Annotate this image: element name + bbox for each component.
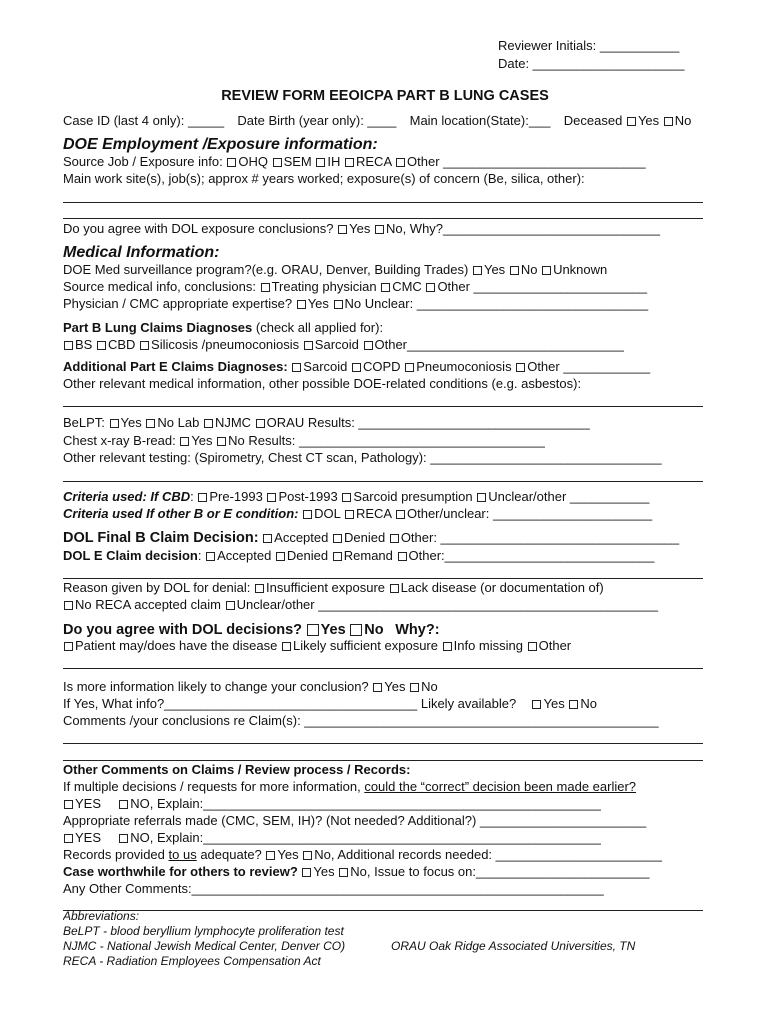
criteria-unclear-field[interactable]: Unclear/other ___________ bbox=[488, 489, 650, 504]
doe-section-heading: DOE Employment /Exposure information: bbox=[63, 136, 378, 153]
if-yes-line bbox=[63, 696, 708, 712]
cbd-label: CBD bbox=[107, 337, 136, 352]
surveillance-yes-label: Yes bbox=[483, 262, 506, 277]
pre-1993-label: Pre-1993 bbox=[209, 489, 263, 504]
final-b-decision-label: DOL Final B Claim Decision: bbox=[63, 530, 259, 546]
criteria-other-unclear-field[interactable]: Other/unclear: ______________________ bbox=[407, 506, 653, 521]
denial-reason-line-2 bbox=[63, 597, 708, 613]
decision-blank-line[interactable] bbox=[63, 578, 703, 579]
info-missing-checkbox[interactable] bbox=[443, 642, 452, 651]
ohq-checkbox[interactable] bbox=[227, 158, 236, 167]
agree-dol-line bbox=[63, 621, 708, 639]
comments-line-2[interactable] bbox=[63, 760, 703, 761]
physician-no-label: No bbox=[344, 296, 362, 311]
main-work-site-label: Main work site(s), job(s); approx # years worked; exposure(s) of concern (Be, silica, other): bbox=[63, 171, 585, 186]
chest-xray-line bbox=[63, 433, 708, 449]
chest-xray-label: Chest x-ray B-read: bbox=[63, 433, 176, 448]
referrals-no-checkbox[interactable] bbox=[119, 834, 128, 843]
agree-exposure-no-checkbox[interactable] bbox=[375, 225, 384, 234]
pre-1993-checkbox[interactable] bbox=[198, 493, 207, 502]
e-other-field[interactable]: Other:_____________________________ bbox=[408, 548, 655, 563]
pneumoconiosis-label: Pneumoconiosis bbox=[416, 359, 512, 374]
silicosis-checkbox[interactable] bbox=[140, 341, 149, 350]
post-1993-checkbox[interactable] bbox=[267, 493, 276, 502]
belpt-line bbox=[63, 415, 708, 431]
surveillance-no-label: No bbox=[520, 262, 538, 277]
any-other-comments-field[interactable]: Any Other Comments:_________________________________________________________ bbox=[63, 881, 604, 896]
agree-exposure-label: Do you agree with DOL exposure conclusions? bbox=[63, 221, 334, 236]
other-e-dx-checkbox[interactable] bbox=[516, 363, 525, 372]
multiple-yes-label: YES bbox=[75, 796, 102, 811]
source-job-line bbox=[63, 154, 708, 170]
multiple-decisions-line bbox=[63, 779, 708, 795]
belpt-yes-label: Yes bbox=[120, 415, 142, 430]
other-medical-source-checkbox[interactable] bbox=[426, 283, 435, 292]
b-denied-checkbox[interactable] bbox=[333, 534, 342, 543]
denial-reason-label: Reason given by DOL for denial: bbox=[63, 580, 251, 595]
sem-checkbox[interactable] bbox=[273, 158, 282, 167]
agree-other-checkbox[interactable] bbox=[528, 642, 537, 651]
other-source-label[interactable]: Other ____________________________ bbox=[407, 154, 646, 169]
criteria-unclear-checkbox[interactable] bbox=[477, 493, 486, 502]
pneumoconiosis-checkbox[interactable] bbox=[405, 363, 414, 372]
deceased-no-label: No bbox=[674, 113, 692, 128]
sarcoid-b-checkbox[interactable] bbox=[304, 341, 313, 350]
e-remand-checkbox[interactable] bbox=[333, 552, 342, 561]
physician-yes-checkbox[interactable] bbox=[297, 300, 306, 309]
worthwhile-label: Case worthwhile for others to review? bbox=[63, 864, 298, 879]
comments-line-1[interactable] bbox=[63, 743, 703, 744]
b-accepted-label: Accepted bbox=[274, 530, 329, 545]
criteria-dol-label: DOL bbox=[314, 506, 341, 521]
orau-results-field[interactable]: ORAU Results: ________________________________ bbox=[266, 415, 590, 430]
available-no-label: No bbox=[580, 696, 597, 711]
ih-label: IH bbox=[327, 154, 341, 169]
case-info-line bbox=[63, 113, 708, 129]
criteria-other-label: Criteria used If other B or E condition: bbox=[63, 506, 299, 521]
case-id-field[interactable]: Case ID (last 4 only): _____ bbox=[63, 113, 225, 128]
no-reca-checkbox[interactable] bbox=[64, 601, 73, 610]
b-other-checkbox[interactable] bbox=[390, 534, 399, 543]
partb-options-line bbox=[63, 337, 708, 353]
available-no-checkbox[interactable] bbox=[569, 700, 578, 709]
records-line bbox=[63, 847, 708, 863]
partb-diagnoses-label: Part B Lung Claims Diagnoses bbox=[63, 320, 253, 335]
no-reca-label: No RECA accepted claim bbox=[75, 597, 221, 612]
other-e-dx-label[interactable]: Other ____________ bbox=[527, 359, 651, 374]
patient-disease-checkbox[interactable] bbox=[64, 642, 73, 651]
surveillance-unknown-checkbox[interactable] bbox=[542, 266, 551, 275]
agree-dol-options-line bbox=[63, 638, 708, 654]
source-medical-line bbox=[63, 279, 708, 295]
belpt-no-checkbox[interactable] bbox=[146, 419, 155, 428]
multiple-decisions-label: If multiple decisions / requests for more information, bbox=[63, 779, 361, 794]
xray-yes-label: Yes bbox=[191, 433, 213, 448]
deceased-yes-checkbox[interactable] bbox=[627, 117, 636, 126]
correct-decision-question: could the “correct” decision been made earlier? bbox=[364, 779, 637, 794]
agree-dol-yes-label: Yes bbox=[320, 622, 346, 638]
likely-exposure-checkbox[interactable] bbox=[282, 642, 291, 651]
sarcoid-presumption-checkbox[interactable] bbox=[342, 493, 351, 502]
agree-exposure-yes-checkbox[interactable] bbox=[338, 225, 347, 234]
agree-exposure-no-label[interactable]: No, Why?______________________________ bbox=[385, 221, 660, 236]
more-info-no-label: No bbox=[421, 679, 438, 694]
copd-label: COPD bbox=[363, 359, 401, 374]
form-title: REVIEW FORM EEOICPA PART B LUNG CASES bbox=[221, 88, 549, 104]
physician-expertise-label: Physician / CMC appropriate expertise? bbox=[63, 296, 293, 311]
worthwhile-issue-field[interactable]: No, Issue to focus on:________________________ bbox=[350, 864, 650, 879]
available-yes-label: Yes bbox=[543, 696, 565, 711]
referrals-yes-checkbox[interactable] bbox=[64, 834, 73, 843]
med-surveillance-label: DOE Med surveillance program?(e.g. ORAU, Denver, Building Trades) bbox=[63, 262, 469, 277]
cmc-label: CMC bbox=[392, 279, 422, 294]
bs-label: BS bbox=[75, 337, 93, 352]
sarcoid-e-checkbox[interactable] bbox=[292, 363, 301, 372]
abbrev-reca: RECA - Radiation Employees Compensation Act bbox=[63, 954, 321, 968]
more-info-no-checkbox[interactable] bbox=[410, 683, 419, 692]
other-medical-source-label[interactable]: Other ________________________ bbox=[437, 279, 648, 294]
e-accepted-label: Accepted bbox=[217, 548, 272, 563]
silicosis-label: Silicosis /pneumoconiosis bbox=[151, 337, 300, 352]
belpt-no-label: No Lab bbox=[157, 415, 200, 430]
criteria-other-line bbox=[63, 506, 708, 522]
agree-dol-blank-line[interactable] bbox=[63, 668, 703, 669]
criteria-cbd-label: Criteria used: If CBD bbox=[63, 489, 191, 504]
reason-unclear-checkbox[interactable] bbox=[226, 601, 235, 610]
criteria-reca-checkbox[interactable] bbox=[345, 510, 354, 519]
med-surveillance-line bbox=[63, 262, 708, 278]
records-yes-checkbox[interactable] bbox=[266, 851, 275, 860]
reca-checkbox[interactable] bbox=[345, 158, 354, 167]
abbrev-njmc: NJMC - National Jewish Medical Center, Denver CO) bbox=[63, 939, 346, 953]
referrals-field[interactable]: Appropriate referrals made (CMC, SEM, IH)? (Not needed? Additional?) _______________________ bbox=[63, 813, 647, 828]
criteria-other-unclear-checkbox[interactable] bbox=[396, 510, 405, 519]
multiple-explain-field[interactable]: NO, Explain:_______________________________________________________ bbox=[130, 796, 601, 811]
reca-label: RECA bbox=[356, 154, 392, 169]
more-info-yes-checkbox[interactable] bbox=[373, 683, 382, 692]
e-remand-label: Remand bbox=[343, 548, 393, 563]
b-accepted-checkbox[interactable] bbox=[263, 534, 272, 543]
criteria-dol-checkbox[interactable] bbox=[303, 510, 312, 519]
other-comments-heading: Other Comments on Claims / Review process / Records: bbox=[63, 762, 411, 777]
sarcoid-e-label: Sarcoid bbox=[303, 359, 348, 374]
physician-expertise-line bbox=[63, 296, 708, 312]
other-testing-line[interactable] bbox=[63, 481, 703, 482]
date-label: Date: _____________________ bbox=[498, 56, 685, 71]
belpt-yes-checkbox[interactable] bbox=[110, 419, 119, 428]
partb-diagnoses-note: (check all applied for): bbox=[255, 320, 384, 335]
info-missing-label: Info missing bbox=[453, 638, 523, 653]
ohq-label: OHQ bbox=[238, 154, 268, 169]
more-info-question: Is more information likely to change your conclusion? bbox=[63, 679, 369, 694]
post-1993-label: Post-1993 bbox=[278, 489, 338, 504]
b-denied-label: Denied bbox=[343, 530, 386, 545]
reason-unclear-field[interactable]: Unclear/other _______________________________________________ bbox=[236, 597, 659, 612]
more-info-yes-label: Yes bbox=[384, 679, 406, 694]
referrals-explain-field[interactable]: NO, Explain:_______________________________________________________ bbox=[130, 830, 601, 845]
other-source-checkbox[interactable] bbox=[396, 158, 405, 167]
e-denied-label: Denied bbox=[286, 548, 329, 563]
ih-checkbox[interactable] bbox=[316, 158, 325, 167]
surveillance-unknown-label: Unknown bbox=[553, 262, 608, 277]
deceased-no-checkbox[interactable] bbox=[664, 117, 673, 126]
explain-line-2 bbox=[63, 830, 708, 846]
physician-unclear-field[interactable]: Unclear: ________________________________ bbox=[364, 296, 649, 311]
agree-dol-no-checkbox[interactable] bbox=[350, 624, 362, 636]
insufficient-exposure-checkbox[interactable] bbox=[255, 584, 264, 593]
final-b-decision-line bbox=[63, 530, 708, 546]
criteria-reca-label: RECA bbox=[355, 506, 392, 521]
other-b-dx-checkbox[interactable] bbox=[364, 341, 373, 350]
worthwhile-no-checkbox[interactable] bbox=[339, 868, 348, 877]
e-accepted-checkbox[interactable] bbox=[206, 552, 215, 561]
date-birth-field[interactable]: Date Birth (year only): ____ bbox=[237, 113, 397, 128]
e-decision-label: DOL E Claim decision bbox=[63, 548, 198, 563]
surveillance-no-checkbox[interactable] bbox=[510, 266, 519, 275]
source-job-label: Source Job / Exposure info: bbox=[63, 154, 223, 169]
patient-disease-label: Patient may/does have the disease bbox=[75, 638, 278, 653]
records-no-checkbox[interactable] bbox=[303, 851, 312, 860]
parte-diagnoses-line: Additional Part E Claims Diagnoses: Sarcoid COPD Pneumoconiosis Other ____________ bbox=[63, 359, 651, 374]
surveillance-yes-checkbox[interactable] bbox=[473, 266, 482, 275]
criteria-cbd-line: Criteria used: If CBD: Pre-1993 Post-1993 Sarcoid presumption Unclear/other ___________ bbox=[63, 489, 650, 504]
agree-dol-why-label: Why?: bbox=[395, 622, 440, 638]
referrals-yes-label: YES bbox=[75, 830, 102, 845]
available-yes-checkbox[interactable] bbox=[532, 700, 541, 709]
copd-checkbox[interactable] bbox=[352, 363, 361, 372]
deceased-yes-label: Yes bbox=[637, 113, 660, 128]
medical-section-heading: Medical Information: bbox=[63, 244, 220, 261]
abbreviations-heading: Abbreviations: bbox=[63, 909, 140, 923]
njmc-checkbox[interactable] bbox=[204, 419, 213, 428]
worthwhile-line bbox=[63, 864, 708, 880]
sem-label: SEM bbox=[283, 154, 312, 169]
xray-yes-checkbox[interactable] bbox=[180, 437, 189, 446]
njmc-label: NJMC bbox=[214, 415, 252, 430]
bs-checkbox[interactable] bbox=[64, 341, 73, 350]
if-yes-field[interactable]: If Yes, What info?___________________________________ Likely available? bbox=[63, 696, 517, 711]
sarcoid-presumption-label: Sarcoid presumption bbox=[353, 489, 473, 504]
lack-disease-checkbox[interactable] bbox=[390, 584, 399, 593]
partb-diagnoses-line bbox=[63, 320, 708, 336]
physician-yes-label: Yes bbox=[307, 296, 329, 311]
b-other-field[interactable]: Other: _________________________________ bbox=[400, 530, 680, 545]
e-other-checkbox[interactable] bbox=[398, 552, 407, 561]
main-location-field[interactable]: Main location(State):___ bbox=[409, 113, 551, 128]
treating-physician-checkbox[interactable] bbox=[261, 283, 270, 292]
agree-exposure-line bbox=[63, 221, 708, 237]
agree-dol-no-label: No bbox=[364, 622, 384, 638]
worthwhile-yes-label: Yes bbox=[313, 864, 335, 879]
reviewer-initials-label: Reviewer Initials: ___________ bbox=[498, 38, 680, 53]
likely-exposure-label: Likely sufficient exposure bbox=[292, 638, 438, 653]
other-testing-field[interactable]: Other relevant testing: (Spirometry, Chest CT scan, Pathology): ________________________________ bbox=[63, 450, 662, 465]
deceased-label: Deceased bbox=[563, 113, 623, 128]
agree-other-label: Other bbox=[538, 638, 572, 653]
records-yes-label: Yes bbox=[277, 847, 299, 862]
multiple-no-checkbox[interactable] bbox=[119, 800, 128, 809]
treating-physician-label: Treating physician bbox=[271, 279, 377, 294]
main-work-line-2[interactable] bbox=[63, 218, 703, 219]
sarcoid-b-label: Sarcoid bbox=[314, 337, 359, 352]
cmc-checkbox[interactable] bbox=[381, 283, 390, 292]
records-adequate-label: adequate? bbox=[200, 847, 262, 862]
lack-disease-label: Lack disease (or documentation of) bbox=[400, 580, 604, 595]
other-relevant-medical-label: Other relevant medical information, other possible DOE-related conditions (e.g. asbestos): bbox=[63, 376, 582, 391]
physician-no-checkbox[interactable] bbox=[334, 300, 343, 309]
reviewer-initials-field[interactable] bbox=[498, 38, 718, 54]
other-b-dx-label[interactable]: Other______________________________ bbox=[374, 337, 624, 352]
abbrev-belpt: BeLPT - blood beryllium lymphocyte proliferation test bbox=[63, 924, 344, 938]
parte-diagnoses-label: Additional Part E Claims Diagnoses bbox=[63, 359, 284, 374]
more-info-line bbox=[63, 679, 708, 695]
orau-checkbox[interactable] bbox=[256, 419, 265, 428]
insufficient-exposure-label: Insufficient exposure bbox=[266, 580, 386, 595]
records-needed-field[interactable]: No, Additional records needed: _______________________ bbox=[314, 847, 662, 862]
agree-dol-yes-checkbox[interactable] bbox=[307, 624, 319, 636]
agree-exposure-yes-label: Yes bbox=[349, 221, 371, 236]
e-decision-line: DOL E Claim decision: Accepted Denied Remand Other:_____________________________ bbox=[63, 548, 655, 563]
explain-line-1 bbox=[63, 796, 708, 812]
denial-reason-line bbox=[63, 580, 708, 596]
xray-no-checkbox[interactable] bbox=[217, 437, 226, 446]
records-label: Records provided bbox=[63, 847, 165, 862]
date-field[interactable] bbox=[498, 56, 718, 72]
comments-field[interactable]: Comments /your conclusions re Claim(s): _________________________________________________ bbox=[63, 713, 659, 728]
e-denied-checkbox[interactable] bbox=[276, 552, 285, 561]
records-to-us: to us bbox=[168, 847, 197, 862]
cbd-checkbox[interactable] bbox=[97, 341, 106, 350]
other-relevant-medical-line[interactable] bbox=[63, 406, 703, 407]
belpt-label: BeLPT: bbox=[63, 415, 105, 430]
xray-results-field[interactable]: No Results: __________________________________ bbox=[228, 433, 545, 448]
worthwhile-yes-checkbox[interactable] bbox=[302, 868, 311, 877]
agree-dol-heading: Do you agree with DOL decisions? bbox=[63, 622, 303, 638]
main-work-line-1[interactable] bbox=[63, 202, 703, 203]
source-medical-label: Source medical info, conclusions: bbox=[63, 279, 256, 294]
abbrev-orau: ORAU Oak Ridge Associated Universities, TN bbox=[391, 939, 636, 953]
multiple-yes-checkbox[interactable] bbox=[64, 800, 73, 809]
